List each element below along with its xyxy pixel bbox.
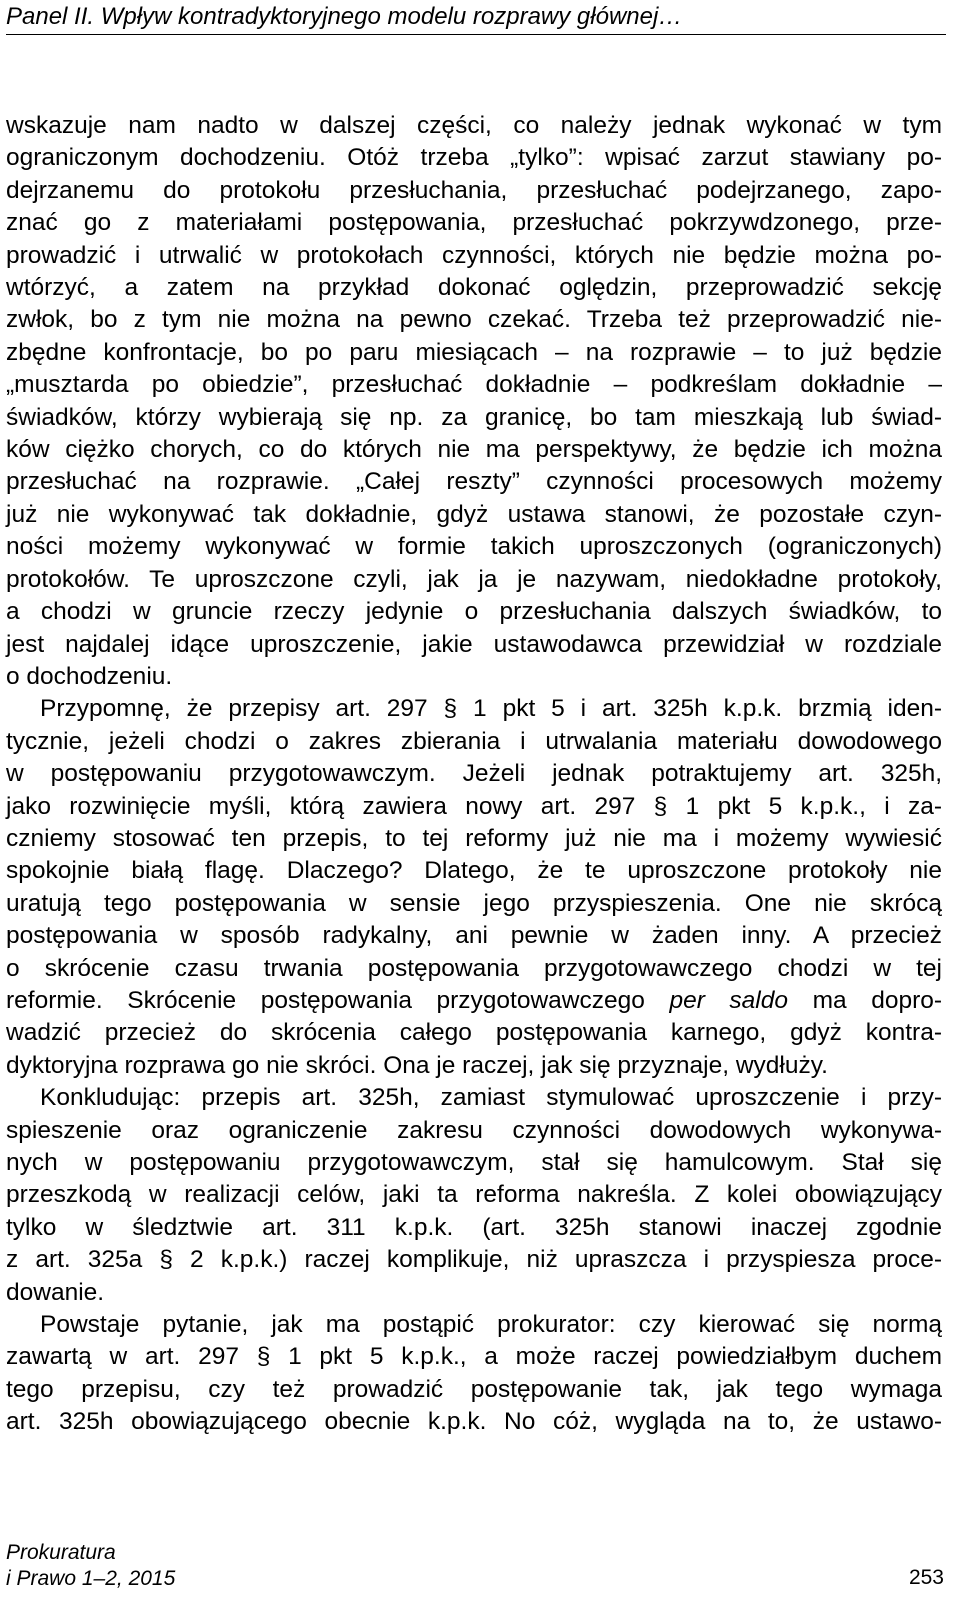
text-line: prowadzić i utrwalić w protokołach czynności, których nie będzie można po- xyxy=(6,241,942,269)
text-line: z art. 325a § 2 k.p.k.) raczej komplikuje, niż upraszcza i przyspiesza proce- xyxy=(6,1246,942,1274)
text-line: świadków, którzy wybierają się np. za granicę, bo tam mieszkają lub świad- xyxy=(6,403,942,431)
text-line: art. 325h obowiązującego obecnie k.p.k. No cóż, wygląda na to, że ustawo- xyxy=(6,1408,942,1436)
text-line: Przypomnę, że przepisy art. 297 § 1 pkt 5 i art. 325h k.p.k. brzmią iden- xyxy=(40,695,942,723)
running-header xyxy=(6,2,946,35)
text-line: przesłuchać na rozprawie. „Całej reszty” czynności procesowych możemy xyxy=(6,468,942,496)
text-line: przeszkodą w realizacji celów, jaki ta reforma nakreśla. Z kolei obowiązujący xyxy=(6,1181,942,1209)
text-line: spieszenie oraz ograniczenie zakresu czynności dowodowych wykonywa- xyxy=(6,1116,942,1144)
text-line: nych w postępowaniu przygotowawczym, stał się hamulcowym. Stał się xyxy=(6,1149,942,1176)
page-number: 253 xyxy=(908,1566,944,1589)
text-line: tycznie, jeżeli chodzi o zakres zbierania i utrwalania materiału dowodowego xyxy=(6,727,942,755)
text-line: o skrócenie czasu trwania postępowania przygotowawczego chodzi w tej xyxy=(6,954,942,982)
text-line: protokołów. Te uproszczone czyli, jak ja je nazywam, niedokładne protokoły, xyxy=(6,565,942,593)
journal-citation xyxy=(6,1540,175,1592)
text-line: dyktoryjna rozprawa go nie skróci. Ona je raczej, jak się przyznaje, wydłuży. xyxy=(6,1051,828,1079)
text-line: dowanie. xyxy=(6,1278,105,1306)
text-line: postępowania w sposób radykalny, ani pewnie w żaden inny. A przecież xyxy=(6,922,942,950)
text-line: jest najdalej idące uproszczenie, jakie ustawodawca przewidział w rozdziale xyxy=(6,630,942,658)
text-line: a chodzi w gruncie rzeczy jedynie o przesłuchania dalszych świadków, to xyxy=(6,598,942,626)
journal-issue: i Prawo 1–2, 2015 xyxy=(6,1567,176,1590)
text-line: tylko w śledztwie art. 311 k.p.k. (art. 325h stanowi inaczej zgodnie xyxy=(6,1213,942,1241)
text-line: już nie wykonywać tak dokładnie, gdyż ustawa stanowi, że pozostałe czyn- xyxy=(6,500,942,528)
text-line: o dochodzeniu. xyxy=(6,662,173,690)
text-line: Powstaje pytanie, jak ma postąpić prokurator: czy kierować się normą xyxy=(40,1311,942,1339)
text-line: uratują tego postępowania w sensie jego przyspieszenia. One nie skrócą xyxy=(6,889,942,917)
text-line: ograniczonym dochodzeniu. Otóż trzeba „tylko”: wpisać zarzut stawiany po- xyxy=(6,144,942,172)
text-line: ków ciężko chorych, co do których nie ma perspektywy, że będzie ich można xyxy=(6,436,942,464)
text-line: Konkludując: przepis art. 325h, zamiast stymulować uproszczenie i przy- xyxy=(40,1084,942,1112)
text-line: dejrzanemu do protokołu przesłuchania, przesłuchać podejrzanego, zapo- xyxy=(6,176,942,204)
text-line: w postępowaniu przygotowawczym. Jeżeli jednak potraktujemy art. 325h, xyxy=(6,760,942,788)
text-line: zawartą w art. 297 § 1 pkt 5 k.p.k., a może raczej powiedziałbym duchem xyxy=(6,1343,942,1371)
text-line: zbędne konfrontacje, bo po paru miesiącach – na rozprawie – to już będzie xyxy=(6,338,942,366)
header-title: Panel II. Wpływ kontradyktoryjnego modelu rozprawy głównej… xyxy=(6,3,683,30)
text-line: znać go z materiałami postępowania, przesłuchać pokrzywdzonego, prze- xyxy=(6,209,942,237)
text-line: jako rozwinięcie myśli, którą zawiera nowy art. 297 § 1 pkt 5 k.p.k., i za- xyxy=(6,792,942,820)
text-line: wtórzyć, a zatem na przykład dokonać oględzin, przeprowadzić sekcję xyxy=(6,274,942,302)
text-line: ności możemy wykonywać w formie takich uproszczonych (ograniczonych) xyxy=(6,533,942,561)
text-line: wskazuje nam nadto w dalszej części, co należy jednak wykonać w tym xyxy=(6,112,942,139)
text-line: „musztarda po obiedzie”, przesłuchać dokładnie – podkreślam dokładnie – xyxy=(6,371,942,399)
text-line: tego przepisu, czy też prowadzić postępowanie tak, jak tego wymaga xyxy=(6,1375,942,1403)
body-text xyxy=(6,110,942,1439)
text-line: czniemy stosować ten przepis, to tej reformy już nie ma i możemy wywiesić xyxy=(6,824,942,852)
text-line: wadzić przecież do skrócenia całego postępowania karnego, gdyż kontra- xyxy=(6,1019,942,1047)
text-line: spokojnie białą flagę. Dlaczego? Dlatego, że te uproszczone protokoły nie xyxy=(6,857,942,885)
text-line: zwłok, bo z tym nie można na pewno czekać. Trzeba też przeprowadzić nie- xyxy=(6,306,942,334)
journal-name: Prokuratura xyxy=(6,1541,116,1564)
text-line: reformie. Skrócenie postępowania przygotowawczego per saldo ma dopro- xyxy=(6,986,943,1014)
